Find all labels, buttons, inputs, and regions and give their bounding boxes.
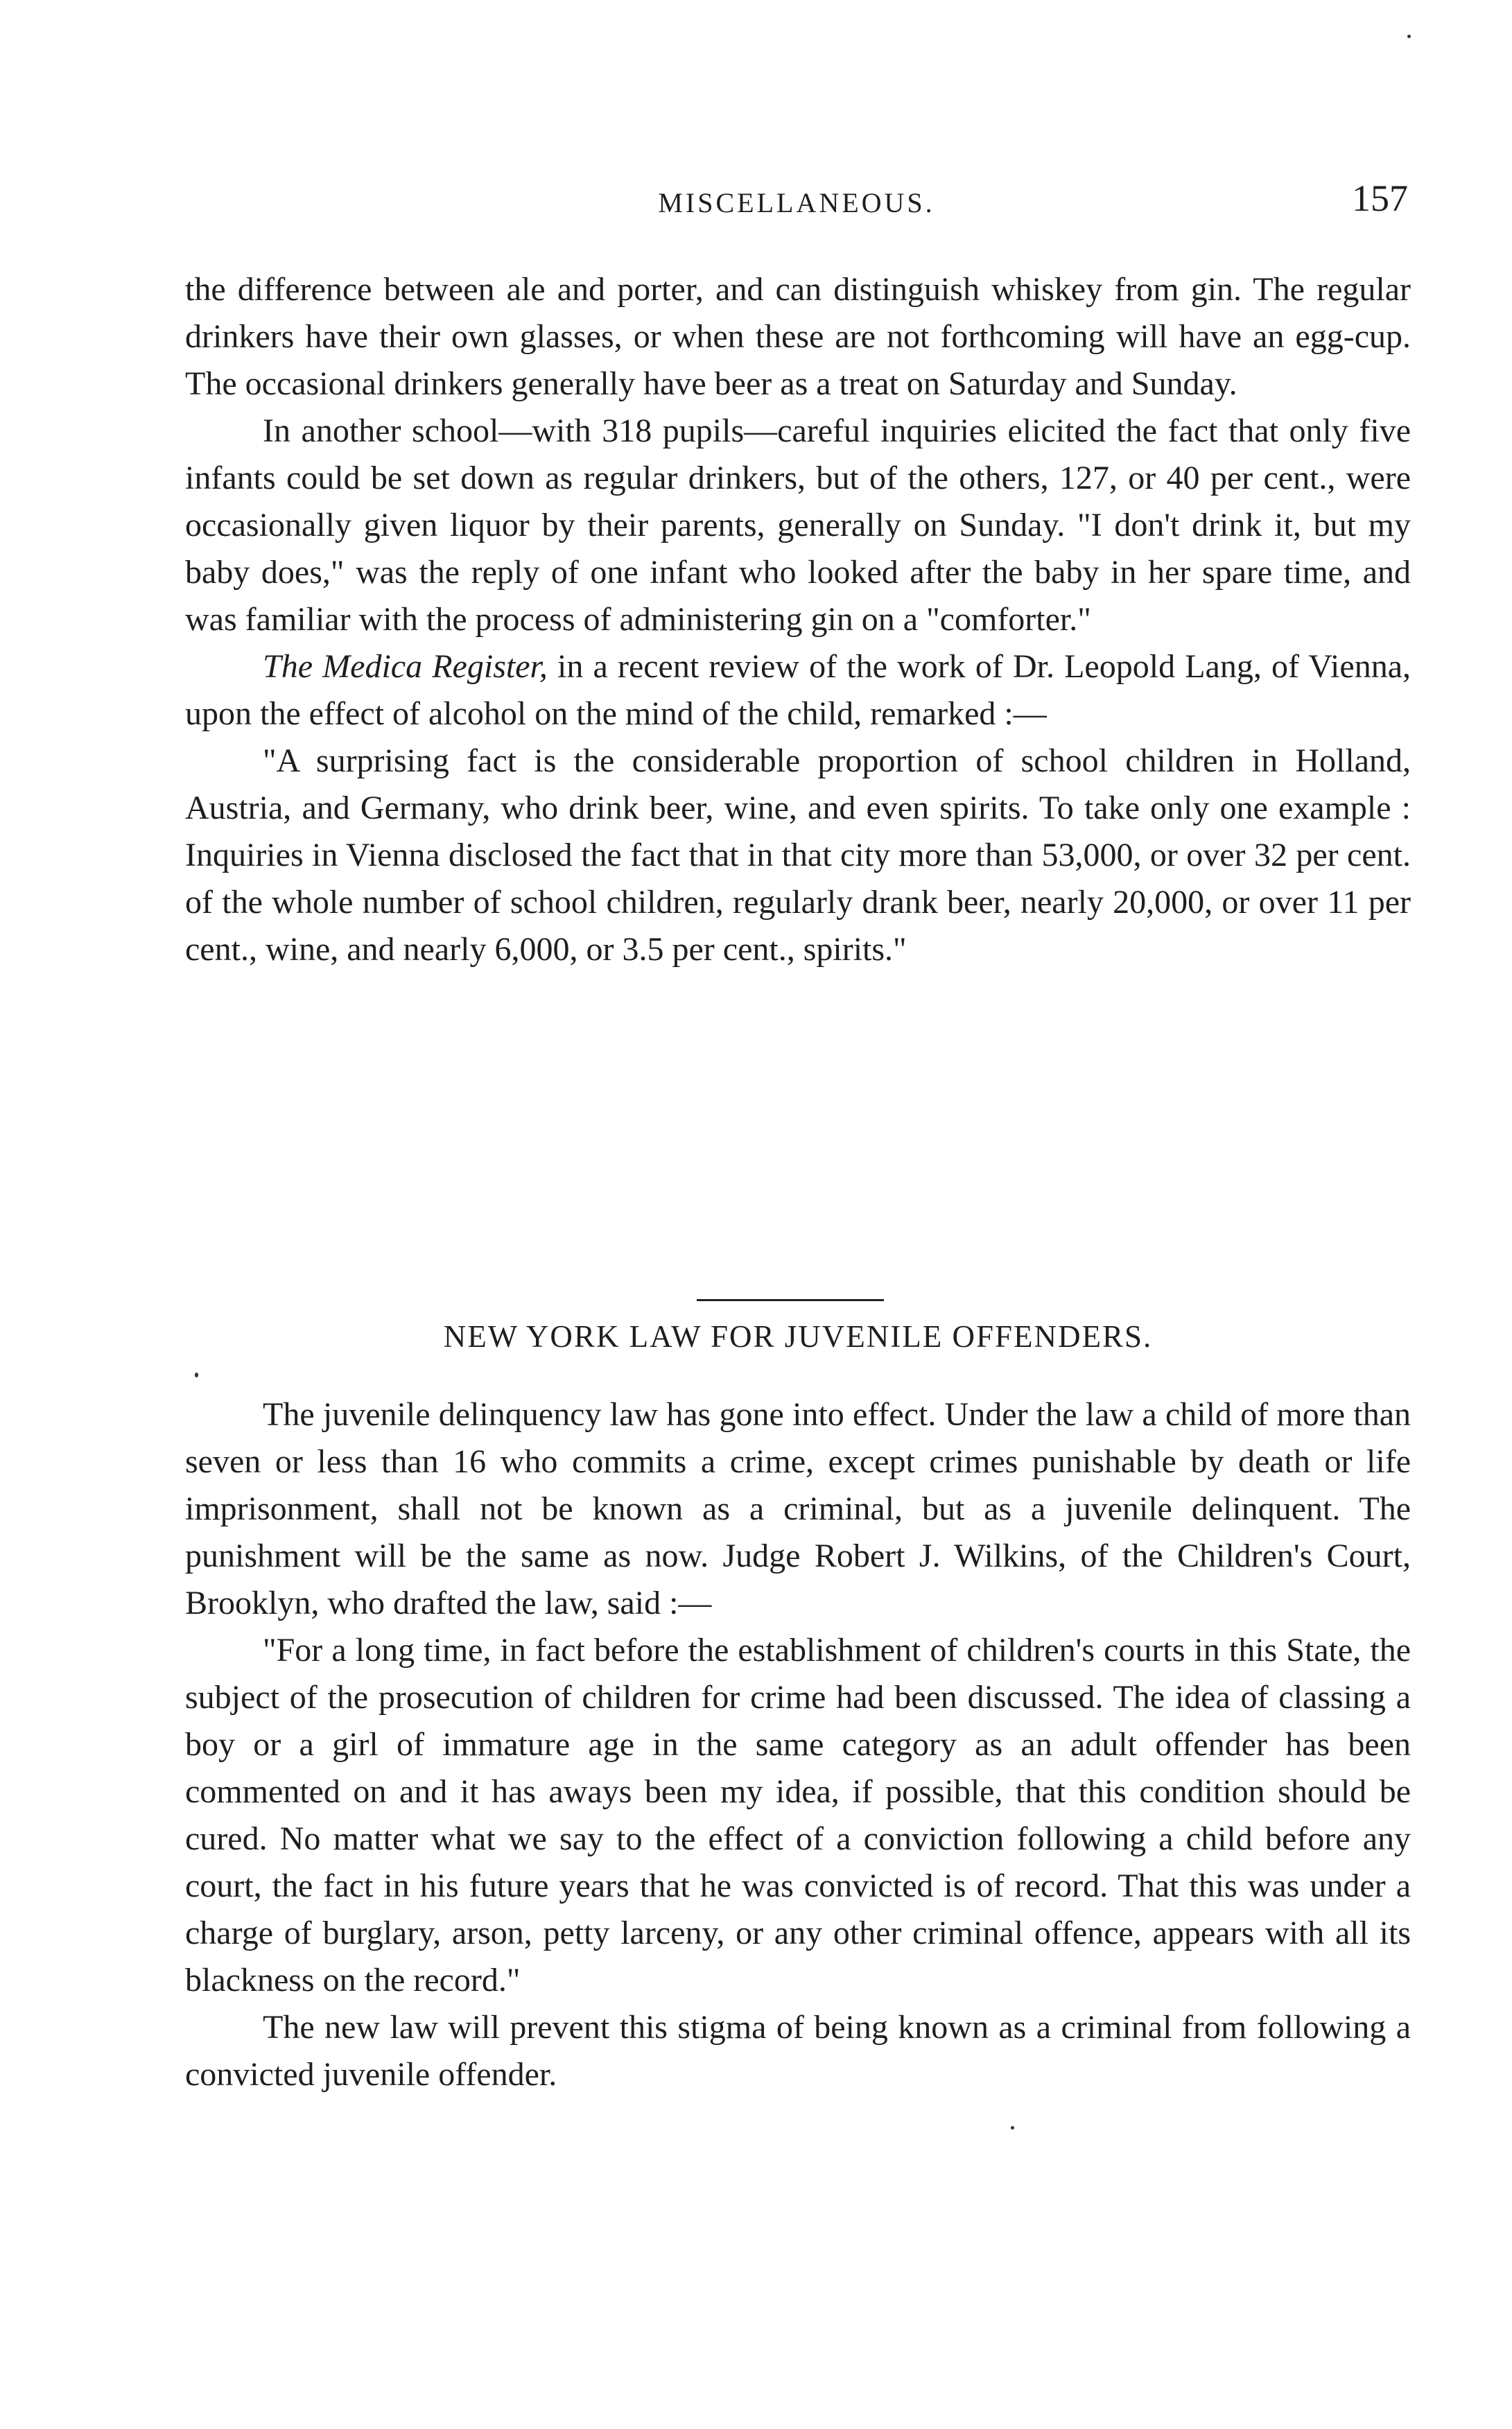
paragraph xyxy=(185,643,1411,738)
running-title: MISCELLANEOUS. xyxy=(658,187,935,218)
paragraph: The juvenile delinquency law has gone into effect. Under the law a child of more than seven or less than 16 who commits a crime, except crimes punishable by death or life imprisonment, shall not be known as a criminal, but as a juvenile delinquent. The punishment will be the same as now. Judge Robert J. Wilkins, of the Children's Court, Brooklyn, who drafted the law, said :— xyxy=(185,1396,1411,1621)
paragraph: the difference between ale and porter, and can distinguish whiskey from gin. The regular drinkers have their own glasses, or when these are not forthcoming will have an egg-cup. The occasional drinkers generally have beer as a treat on Saturday and Sunday. xyxy=(185,271,1411,402)
paragraph-text: in a recent review of the work of Dr. Leopold Lang, of Vienna, upon the effect of alcohol on the mind of the child, remarked :— xyxy=(185,648,1411,732)
print-speck xyxy=(195,1373,198,1377)
section-divider xyxy=(697,1299,884,1301)
page-number: 157 xyxy=(1352,177,1408,219)
paragraph: The new law will prevent this stigma of being known as a criminal from following a convicted juvenile offender. xyxy=(185,2009,1411,2093)
quotation: "A surprising fact is the considerable proportion of school children in Holland, Austria, and Germany, who drink beer, wine, and even spirits. To take only one example : Inquiries in Vienna disclosed the fact that in that city more than 53,000, or over 32 per cent. of the whole number of school children, regularly drank beer, nearly 20,000, or over 11 per cent., wine, and nearly 6,000, or 3.5 per cent., spirits." xyxy=(185,742,1411,968)
print-speck xyxy=(1011,2126,1014,2130)
text-block-drinking xyxy=(185,266,1411,973)
text-block-juvenile-law xyxy=(185,1391,1411,2098)
running-head xyxy=(185,177,1408,225)
print-speck xyxy=(1407,35,1411,38)
quotation: "For a long time, in fact before the establishment of children's courts in this State, the subject of the prosecution of children for crime had been discussed. The idea of classing a boy or a girl of immature age in the same category as an adult offender has been commented on and it has aways been my idea, if possible, that this condition should be cured. No matter what we say to the effect of a conviction following a child before any court, the fact in his future years that he was convicted is of record. That this was under a charge of burglary, arson, petty larceny, or any other criminal offence, appears with all its blackness on the record." xyxy=(185,1632,1411,1999)
publication-title: The Medica Register, xyxy=(263,648,548,685)
section-heading: NEW YORK LAW FOR JUVENILE OFFENDERS. xyxy=(443,1319,1153,1354)
paragraph: In another school—with 318 pupils—careful inquiries elicited the fact that only five infants could be set down as regular drinkers, but of the others, 127, or 40 per cent., were occasionally given liquor by their parents, generally on Sunday. "I don't drink it, but my baby does," was the reply of one infant who looked after the baby in her spare time, and was familiar with the process of administering gin on a "comforter." xyxy=(185,412,1411,638)
